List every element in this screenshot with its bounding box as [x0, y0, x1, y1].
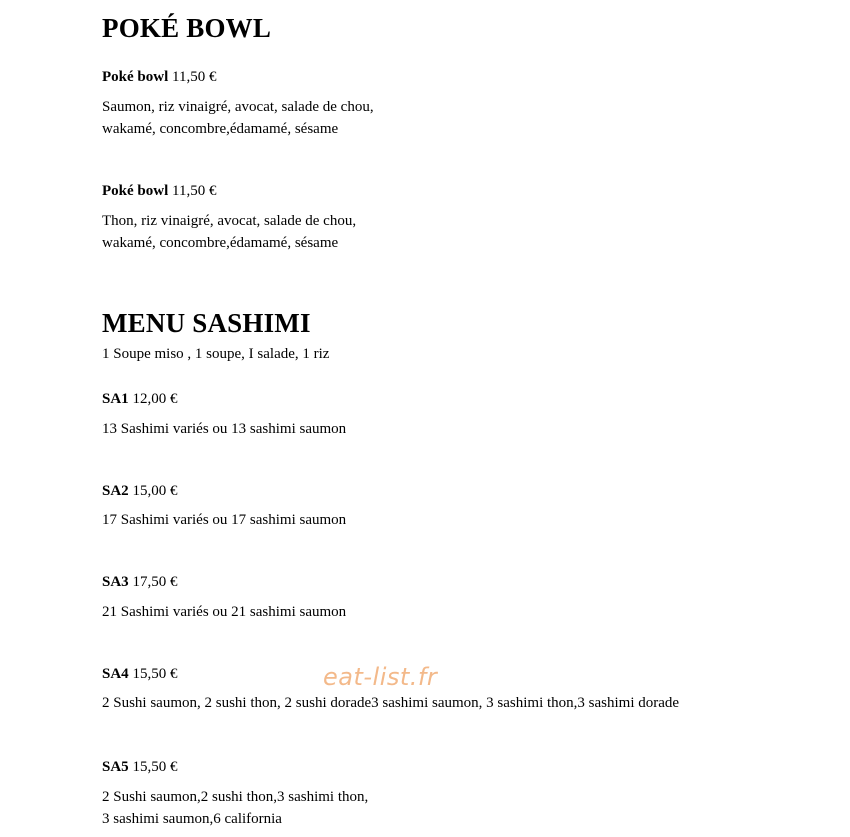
item-desc-line: 3 sashimi saumon,6 california — [102, 811, 282, 827]
item-desc-line: Saumon, riz vinaigré, avocat, salade de chou, — [102, 99, 374, 115]
watermark-logo: eat-list.fr — [323, 663, 438, 691]
menu-item-title — [102, 182, 216, 200]
item-desc-line: wakamé, concombre,édamamé, sésame — [102, 235, 339, 251]
section-title-poke-bowl: POKÉ BOWL — [102, 13, 272, 43]
item-price: 12,00 € — [132, 391, 178, 407]
item-price: 11,50 € — [172, 183, 217, 199]
menu-item-title — [102, 68, 216, 86]
item-description — [102, 210, 356, 254]
item-name: SA1 — [102, 391, 129, 407]
item-description — [102, 692, 679, 714]
item-name: Poké bowl — [102, 183, 169, 199]
item-price: 15,00 € — [132, 483, 178, 499]
item-price: 15,50 € — [132, 666, 178, 682]
item-desc-line: Thon, riz vinaigré, avocat, salade de chou, — [102, 213, 357, 229]
menu-item-title — [102, 482, 177, 500]
item-desc-line: wakamé, concombre,édamamé, sésame — [102, 121, 339, 137]
section-intro: 1 Soupe miso , 1 soupe, I salade, 1 riz — [102, 346, 330, 362]
item-desc-line: 17 Sashimi variés ou 17 sashimi saumon — [102, 512, 347, 528]
item-desc-line: 2 Sushi saumon, 2 sushi thon, 2 sushi dorade3 sashimi saumon, 3 sashimi thon,3 sashimi dorade — [102, 695, 680, 711]
item-desc-line: 13 Sashimi variés ou 13 sashimi saumon — [102, 421, 347, 437]
menu-item-title — [102, 758, 177, 776]
item-description — [102, 418, 346, 440]
item-price: 17,50 € — [132, 574, 178, 590]
item-desc-line: 2 Sushi saumon,2 sushi thon,3 sashimi thon, — [102, 789, 369, 805]
item-desc-line: 21 Sashimi variés ou 21 sashimi saumon — [102, 604, 347, 620]
item-name: Poké bowl — [102, 69, 169, 85]
item-description — [102, 509, 346, 531]
menu-item-title — [102, 390, 177, 408]
item-description — [102, 601, 346, 623]
item-description — [102, 786, 368, 830]
menu-item-title — [102, 665, 177, 683]
item-price: 15,50 € — [132, 759, 178, 775]
item-name: SA4 — [102, 666, 129, 682]
item-description — [102, 96, 374, 140]
item-name: SA2 — [102, 483, 129, 499]
item-name: SA3 — [102, 574, 129, 590]
menu-item-title — [102, 573, 177, 591]
item-name: SA5 — [102, 759, 129, 775]
item-price: 11,50 € — [172, 69, 217, 85]
section-title-menu-sashimi: MENU SASHIMI — [102, 308, 311, 338]
